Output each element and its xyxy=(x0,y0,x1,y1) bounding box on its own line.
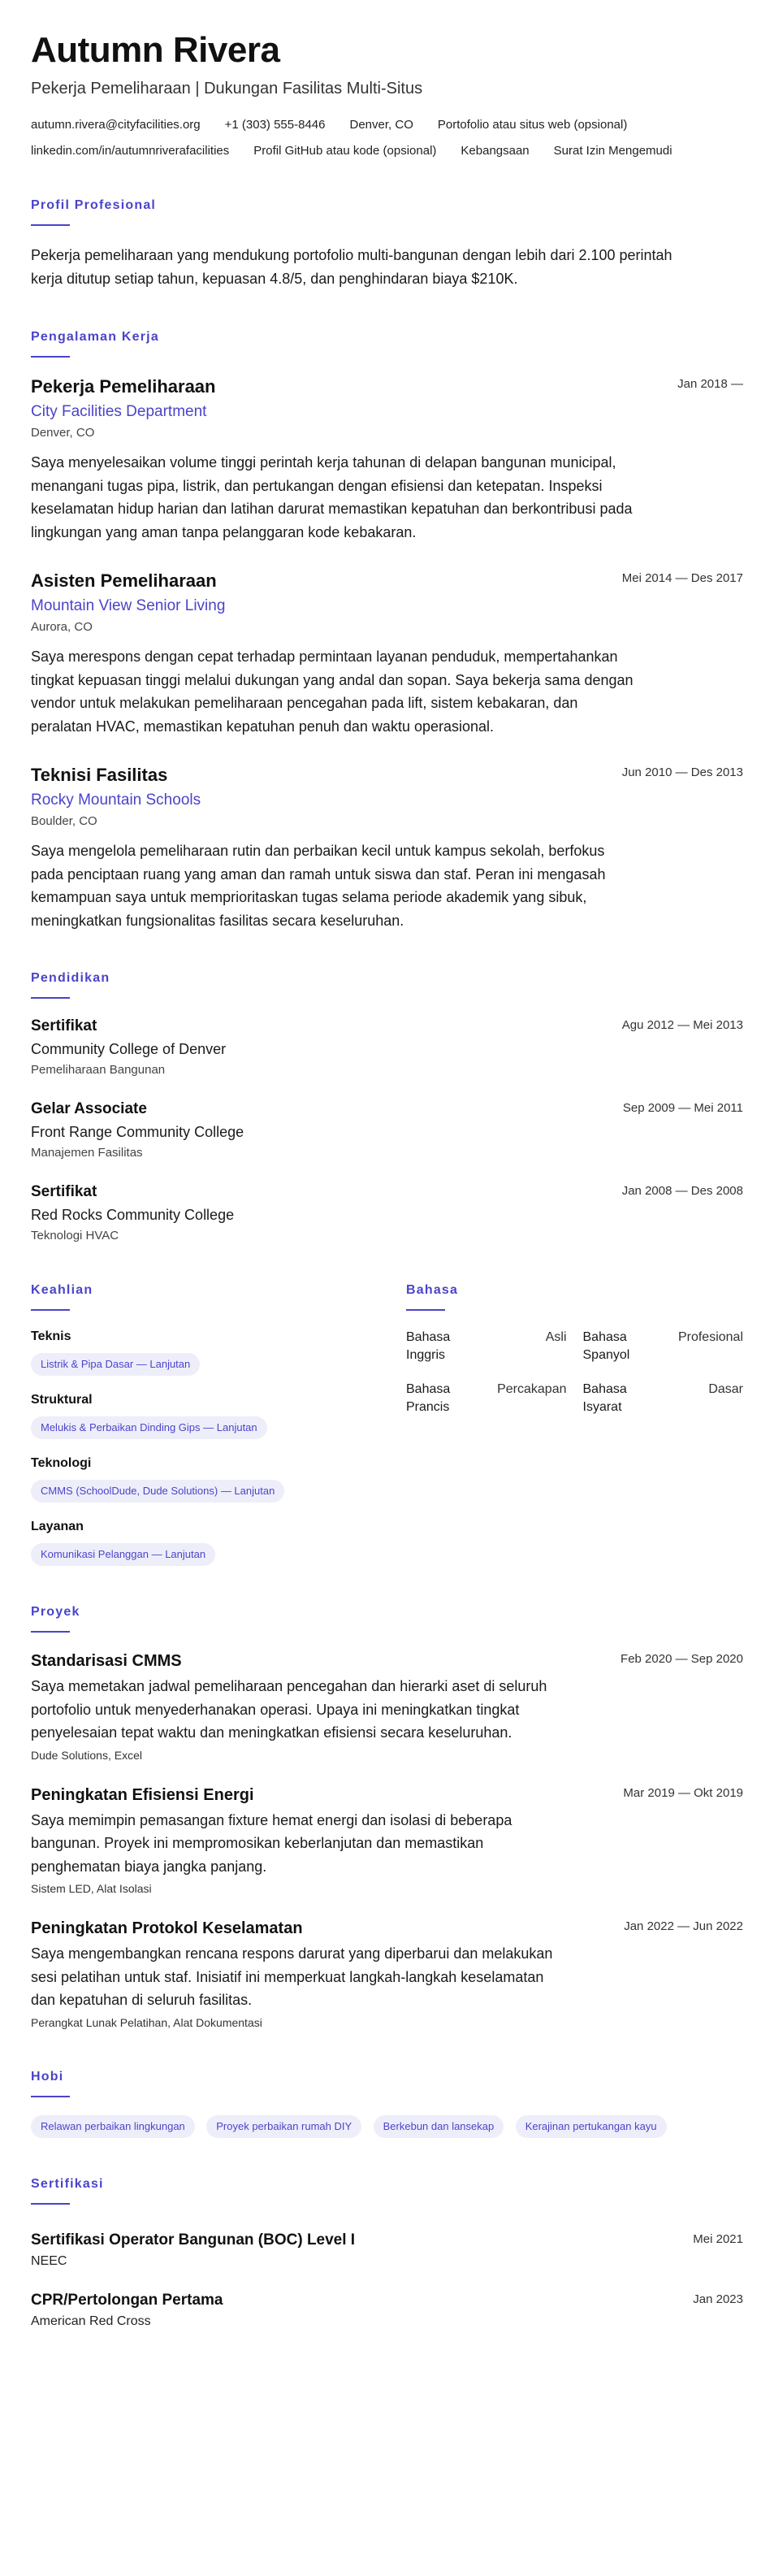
experience-dates: Jun 2010 — Des 2013 xyxy=(621,765,743,779)
contact-phone[interactable]: +1 (303) 555-8446 xyxy=(224,118,326,132)
language-name: Bahasa Inggris xyxy=(406,1330,451,1362)
job-title: Teknisi Fasilitas xyxy=(31,765,168,785)
section-underline xyxy=(31,997,70,999)
section-underline xyxy=(31,1309,70,1311)
skill-group xyxy=(31,1329,406,1376)
section-underline xyxy=(31,356,70,358)
section-title: Hobi xyxy=(31,2069,64,2084)
certification-name: Sertifikasi Operator Bangunan (BOC) Level I xyxy=(31,2231,356,2249)
language-level: Percakapan xyxy=(497,1382,567,1396)
project-description: Saya memetakan jadwal pemeliharaan pencegahan dan hierarki aset di seluruh portofolio untuk menyederhanakan operasi. Upaya ini meningkatkan tingkat penyelesaian tepat waktu dan meningkatkan efisiensi secara keseluruhan. xyxy=(31,1678,547,1741)
project-title: Peningkatan Protokol Keselamatan xyxy=(31,1919,303,1937)
education-degree: Sertifikat xyxy=(31,1183,97,1200)
certification-entry xyxy=(31,2231,743,2270)
company-name: Rocky Mountain Schools xyxy=(31,791,201,809)
company-name: City Facilities Department xyxy=(31,403,207,420)
section-underline xyxy=(406,1309,445,1311)
language-item xyxy=(583,1381,744,1416)
skill-group xyxy=(31,1392,406,1439)
job-location: Boulder, CO xyxy=(31,814,97,828)
certification-date: Jan 2023 xyxy=(693,2292,743,2306)
profile-summary: Pekerja pemeliharaan yang mendukung portofolio multi-bangunan dengan lebih dari 2.100 perintah kerja ditutup setiap tahun, kepuasan 4.8/5, dan penghindaran biaya $210K. xyxy=(31,247,672,287)
language-name: Bahasa Spanyol xyxy=(582,1330,630,1362)
section-underline xyxy=(31,2096,70,2097)
section-projects xyxy=(31,1605,743,2031)
job-location: Aurora, CO xyxy=(31,620,93,634)
project-entry xyxy=(31,1785,743,1897)
skill-chip: Komunikasi Pelanggan — Lanjutan xyxy=(31,1543,215,1566)
skill-chip: CMMS (SchoolDude, Dude Solutions) — Lanjutan xyxy=(31,1480,284,1503)
section-profile xyxy=(31,198,743,291)
section-skills xyxy=(31,1283,406,1566)
job-title: Asisten Pemeliharaan xyxy=(31,570,217,591)
contact-github[interactable]: Profil GitHub atau kode (opsional) xyxy=(253,144,437,158)
experience-entry xyxy=(31,764,743,932)
section-title: Pendidikan xyxy=(31,971,110,985)
skill-group xyxy=(31,1455,406,1503)
section-title: Sertifikasi xyxy=(31,2176,104,2191)
job-description: Saya mengelola pemeliharaan rutin dan perbaikan kecil untuk kampus sekolah, berfokus pada penciptaan ruang yang aman dan ramah untuk siswa dan staf. Peran ini mengasah kemampuan saya untuk memprioritaskan tugas selama periode akademik yang sibuk, meningkatkan fungsionalitas fasilitas secara keseluruhan. xyxy=(31,843,606,929)
experience-dates: Jan 2018 — xyxy=(677,377,743,391)
section-languages xyxy=(406,1283,743,1566)
education-school: Red Rocks Community College xyxy=(31,1207,235,1223)
contact-nationality: Kebangsaan xyxy=(461,144,530,158)
experience-dates: Mei 2014 — Des 2017 xyxy=(621,571,743,585)
candidate-headline: Pekerja Pemeliharaan | Dukungan Fasilitas Multi-Situs xyxy=(31,80,423,98)
section-hobbies xyxy=(31,2070,743,2138)
skill-category: Teknis xyxy=(31,1329,71,1343)
contact-email[interactable]: autumn.rivera@cityfacilities.org xyxy=(31,118,201,132)
company-name: Mountain View Senior Living xyxy=(31,597,226,614)
education-entry xyxy=(31,1017,743,1078)
skill-category: Teknologi xyxy=(31,1456,92,1470)
skill-category: Layanan xyxy=(31,1520,84,1533)
project-tools: Dude Solutions, Excel xyxy=(31,1748,142,1762)
section-certifications xyxy=(31,2177,743,2330)
experience-entry xyxy=(31,570,743,738)
project-title: Peningkatan Efisiensi Energi xyxy=(31,1785,254,1804)
certification-date: Mei 2021 xyxy=(693,2231,743,2246)
candidate-name: Autumn Rivera xyxy=(31,30,280,70)
education-school: Community College of Denver xyxy=(31,1041,227,1057)
skill-category: Struktural xyxy=(31,1393,93,1407)
project-entry xyxy=(31,1918,743,2031)
education-field: Pemeliharaan Bangunan xyxy=(31,1063,166,1077)
certification-name: CPR/Pertolongan Pertama xyxy=(31,2291,223,2309)
experience-entry xyxy=(31,375,743,544)
contact-location: Denver, CO xyxy=(349,118,413,132)
section-underline xyxy=(31,2203,70,2205)
contact-list xyxy=(31,117,743,159)
language-item xyxy=(406,1381,567,1416)
language-name: Bahasa Prancis xyxy=(406,1382,451,1414)
project-tools: Sistem LED, Alat Isolasi xyxy=(31,1882,152,1895)
education-dates: Jan 2008 — Des 2008 xyxy=(621,1184,743,1198)
language-name: Bahasa Isyarat xyxy=(582,1382,627,1414)
section-title: Bahasa xyxy=(406,1283,459,1297)
education-degree: Gelar Associate xyxy=(31,1100,147,1117)
section-title: Proyek xyxy=(31,1605,80,1619)
job-location: Denver, CO xyxy=(31,426,95,440)
project-description: Saya mengembangkan rencana respons darurat yang diperbarui dan melakukan sesi pelatihan untuk staf. Inisiatif ini memperkuat langkah-langkah keselamatan dan kepatuhan di seluruh fasilitas. xyxy=(31,1945,553,2008)
section-underline xyxy=(31,224,70,226)
skills-languages-row xyxy=(31,1283,743,1566)
language-level: Profesional xyxy=(677,1330,743,1344)
project-entry xyxy=(31,1650,743,1763)
project-dates: Feb 2020 — Sep 2020 xyxy=(620,1652,743,1666)
contact-portfolio[interactable]: Portofolio atau situs web (opsional) xyxy=(437,118,628,132)
section-title: Pengalaman Kerja xyxy=(31,330,159,344)
skill-chip: Melukis & Perbaikan Dinding Gips — Lanjutan xyxy=(31,1416,267,1439)
education-field: Teknologi HVAC xyxy=(31,1229,119,1242)
education-dates: Agu 2012 — Mei 2013 xyxy=(621,1018,743,1032)
job-description: Saya menyelesaikan volume tinggi perintah kerja tahunan di delapan bangunan municipal, menangani tugas pipa, listrik, dan pertukangan dengan efisiensi dan ketepatan. Inspeksi keselamatan hidup harian dan latihan darurat memastikan kepatuhan dan berkontribusi pada lingkungan yang aman tanpa pelanggaran kode kebakaran. xyxy=(31,454,633,540)
language-item xyxy=(406,1329,567,1364)
education-degree: Sertifikat xyxy=(31,1017,97,1034)
hobby-chip: Relawan perbaikan lingkungan xyxy=(31,2115,195,2138)
skill-chip: Listrik & Pipa Dasar — Lanjutan xyxy=(31,1353,200,1376)
education-dates: Sep 2009 — Mei 2011 xyxy=(622,1101,743,1115)
certification-entry xyxy=(31,2291,743,2330)
hobby-chip: Berkebun dan lansekap xyxy=(374,2115,504,2138)
resume-header xyxy=(31,29,743,159)
education-entry xyxy=(31,1182,743,1244)
contact-linkedin[interactable]: linkedin.com/in/autumnriverafacilities xyxy=(31,144,230,158)
project-dates: Mar 2019 — Okt 2019 xyxy=(623,1785,743,1800)
section-experience xyxy=(31,330,743,932)
education-entry xyxy=(31,1099,743,1161)
hobby-chip: Proyek perbaikan rumah DIY xyxy=(206,2115,361,2138)
section-underline xyxy=(31,1631,70,1633)
project-dates: Jan 2022 — Jun 2022 xyxy=(624,1919,743,1933)
skill-group xyxy=(31,1519,406,1566)
certification-issuer: American Red Cross xyxy=(31,2314,151,2328)
project-title: Standarisasi CMMS xyxy=(31,1652,182,1670)
education-school: Front Range Community College xyxy=(31,1124,244,1140)
language-level: Asli xyxy=(545,1330,567,1344)
contact-driving-license: Surat Izin Mengemudi xyxy=(553,144,672,158)
language-level: Dasar xyxy=(708,1382,743,1396)
project-description: Saya memimpin pemasangan fixture hemat energi dan isolasi di beberapa bangunan. Proyek ini mempromosikan keberlanjutan dan memastikan penghematan biaya jangka panjang. xyxy=(31,1811,512,1875)
language-item xyxy=(583,1329,744,1364)
project-tools: Perangkat Lunak Pelatihan, Alat Dokumentasi xyxy=(31,2015,262,2029)
job-title: Pekerja Pemeliharaan xyxy=(31,376,216,397)
hobby-chip: Kerajinan pertukangan kayu xyxy=(516,2115,667,2138)
certification-issuer: NEEC xyxy=(31,2253,67,2268)
section-education xyxy=(31,971,743,1244)
job-description: Saya merespons dengan cepat terhadap permintaan layanan penduduk, mempertahankan tingkat kepuasan tinggi melalui dukungan yang andal dan sopan. Saya bekerja sama dengan vendor untuk melakukan pemeliharaan pencegahan pada lift, sistem kebakaran, dan peralatan HVAC, memastikan kepatuhan penuh dan waktu operasional. xyxy=(31,648,633,735)
section-title: Keahlian xyxy=(31,1283,93,1297)
education-field: Manajemen Fasilitas xyxy=(31,1146,143,1160)
section-title: Profil Profesional xyxy=(31,198,157,212)
